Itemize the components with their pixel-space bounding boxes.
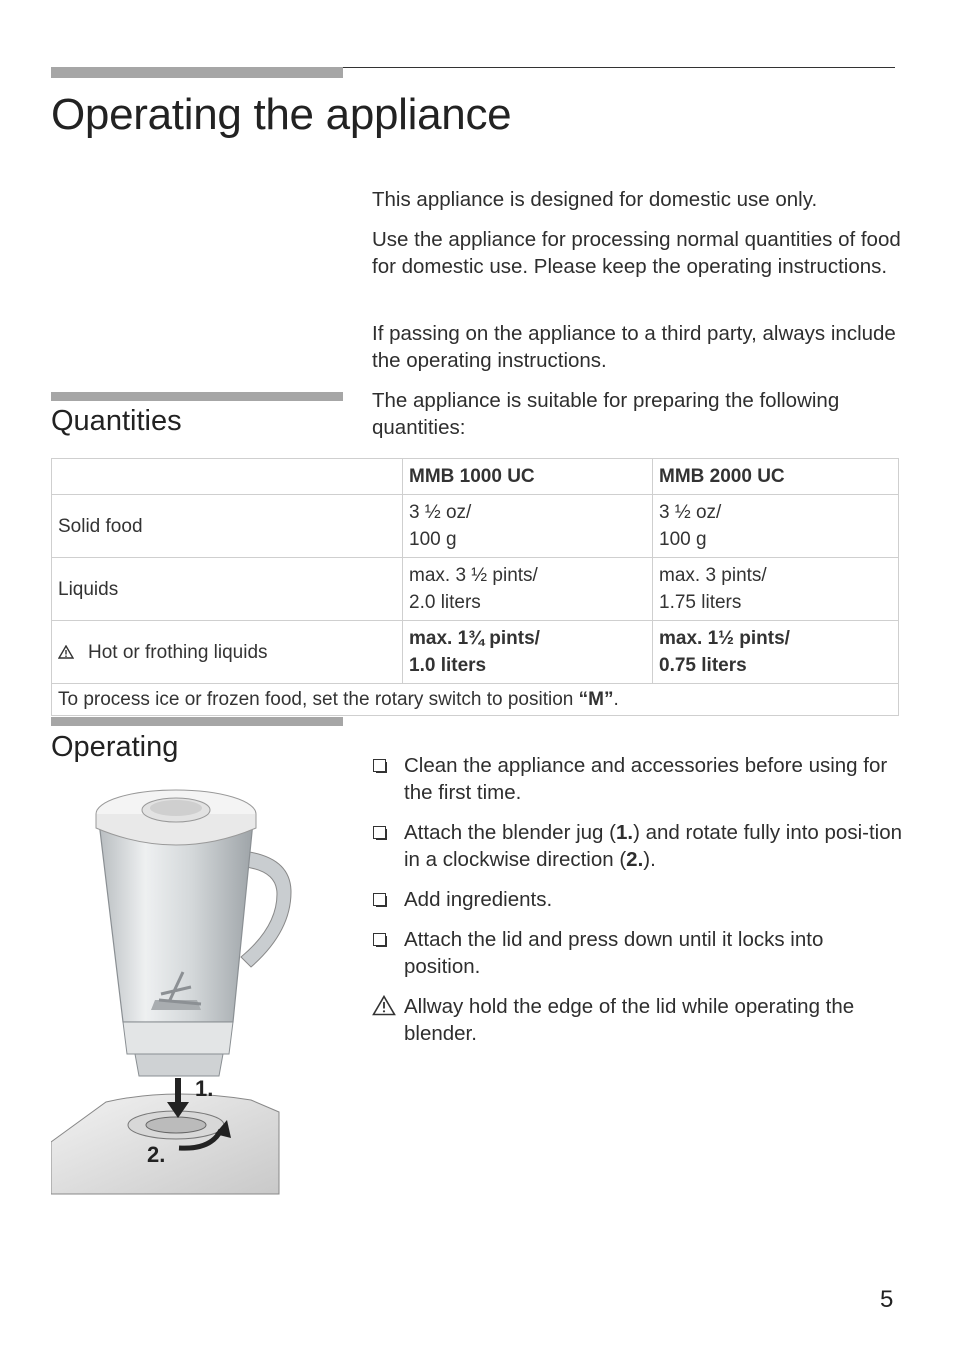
footnote-end: . [613,689,619,710]
table-row [52,495,899,558]
step-ref: 2. [626,848,644,871]
cell-line: max. 1½ pints/ [659,628,790,649]
checkbox-bullet-icon [373,933,386,946]
cell-line: max. 1¾ pints/ [409,628,540,649]
header-rule-thick [51,67,343,78]
step-ref: 1. [615,821,634,844]
intro-paragraph-4: The appliance is suitable for preparing the following quantities: [372,389,840,439]
table-cell [403,558,653,621]
table-header-cell [52,459,403,495]
table-header-row [52,459,899,495]
cell-line: 1.75 liters [659,592,742,613]
operating-rule [51,717,343,726]
blender-illustration [51,782,296,1198]
footnote-text: To process ice or frozen food, set the rotary switch to position [58,689,579,710]
operating-heading: Operating [51,731,179,763]
table-header-cell: MMB 2000 UC [653,459,899,495]
warning-icon [58,645,74,659]
list-item [372,886,902,913]
table-cell [403,495,653,558]
list-item [372,752,902,806]
cell-line: 100 g [409,529,457,550]
page-title: Operating the appliance [51,90,512,139]
footnote-position: “M” [578,689,614,710]
checkbox-bullet-icon [373,759,386,772]
warning-note [372,993,902,1047]
cell-line: max. 3 pints/ [659,565,767,586]
intro-paragraph-2: Use the appliance for processing normal quantities of food for domestic use. Please keep the operating instructions. [372,228,901,278]
step-text: Add ingredients. [404,888,553,911]
step-text: Attach the lid and press down until it locks into position. [404,928,824,978]
table-cell [653,558,899,621]
table-row [52,621,899,684]
cell-line: 3 ½ oz/ [659,502,722,523]
table-footnote [52,684,899,716]
header-rule-thin [343,67,895,68]
table-row [52,558,899,621]
table-cell [403,621,653,684]
cell-line: 1.0 liters [409,655,487,676]
operating-steps [372,752,902,1060]
list-item [372,926,902,980]
cell-line: 100 g [659,529,707,550]
cell-line: max. 3 ½ pints/ [409,565,538,586]
table-row-label: Solid food [52,495,403,558]
figure-label-1: 1. [195,1076,214,1101]
cell-line: 3 ½ oz/ [409,502,472,523]
table-row-label [52,621,403,684]
figure-label-2: 2. [147,1142,166,1167]
intro-paragraph-3: If passing on the appliance to a third party, always include the operating instructions. [372,322,896,372]
step-text: ). [643,848,656,871]
warning-icon [372,995,396,1016]
step-text: Attach the blender jug ( [404,821,616,844]
checkbox-bullet-icon [373,893,386,906]
table-footnote-row [52,684,899,716]
step-text: Clean the appliance and accessories before using for the first time. [404,754,888,804]
table-cell [653,621,899,684]
page-number: 5 [880,1286,894,1313]
table-row-label: Liquids [52,558,403,621]
intro-paragraph-1: This appliance is designed for domestic use only. [372,188,818,211]
step-text: ) and rotate fully into posi-tion in a clockwise direction ( [404,821,903,871]
quantities-heading: Quantities [51,405,182,437]
list-item [372,819,902,873]
checkbox-bullet-icon [373,826,386,839]
warning-text: Allway hold the edge of the lid while operating the blender. [404,995,855,1045]
cell-text: Hot or frothing liquids [88,641,268,663]
cell-line: 0.75 liters [659,655,747,676]
table-header-cell: MMB 1000 UC [403,459,653,495]
cell-line: 2.0 liters [409,592,481,613]
quantities-rule [51,392,343,401]
quantities-table [51,458,899,716]
table-cell [653,495,899,558]
